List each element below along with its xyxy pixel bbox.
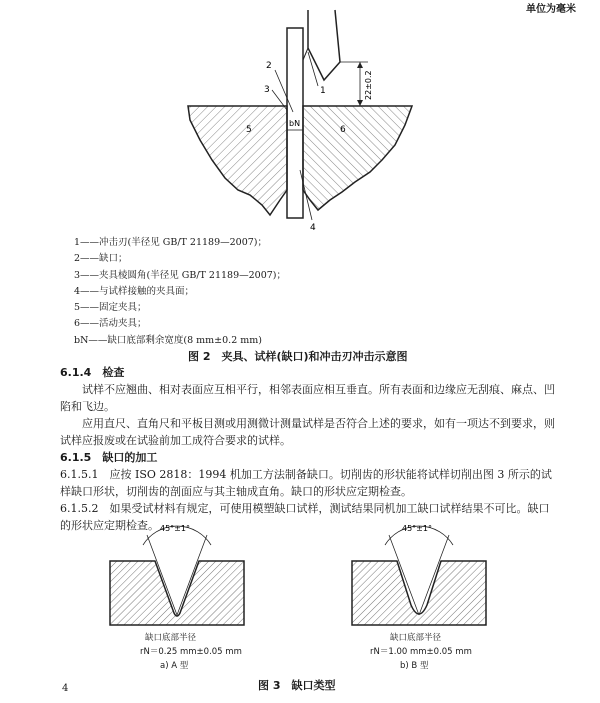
movable-clamp: [303, 106, 412, 210]
section-6-1-4: [60, 364, 560, 534]
legend-item: 5——固定夹具；: [74, 302, 147, 314]
fixed-clamp: [188, 106, 287, 215]
notch-a-specimen: [110, 561, 244, 625]
angle-b: 45°±1°: [402, 524, 432, 533]
angle-a: 45°±1°: [160, 524, 190, 533]
section-heading: 6.1.5 缺口的加工: [60, 451, 158, 464]
paragraph: 6.1.5.2 如果受试材料有规定，可使用模塑缺口试样，测试结果同机加工缺口试样结果不可比。缺口的形状应定期检查。: [60, 502, 550, 532]
paragraph: 应用直尺、直角尺和平板目测或用测微计测量试样是否符合上述的要求，如有一项达不到要求，则试样应报废或在试验前加工成符合要求的试样。: [60, 417, 555, 447]
legend-item: 1——冲击刃(半径见 GB/T 21189—2007)；: [74, 237, 268, 248]
radius-label-a: 缺口底部半径: [145, 633, 197, 643]
figure-3-caption: 图 3 缺口类型: [258, 679, 336, 692]
label-6: 6: [340, 125, 346, 135]
bn-label: bN: [289, 119, 301, 128]
radius-value-a: rN＝0.25 mm±0.05 mm: [140, 647, 242, 657]
label-2: 2: [266, 61, 272, 71]
radius-label-b: 缺口底部半径: [390, 633, 442, 643]
notch-b-specimen: [352, 561, 486, 625]
figure-2-caption: 图 2 夹具、试样(缺口)和冲击刃冲击示意图: [188, 350, 408, 363]
radius-value-b: rN＝1.00 mm±0.05 mm: [370, 647, 472, 657]
label-1: 1: [320, 86, 326, 96]
label-3: 3: [264, 85, 270, 95]
paragraph: 试样不应翘曲、相对表面应互相平行，相邻表面应相互垂直。所有表面和边缘应无刮痕、麻点、凹陷和飞边。: [60, 383, 555, 413]
label-4: 4: [310, 223, 316, 233]
subcaption-a: a) A 型: [160, 661, 189, 671]
page-number: 4: [62, 683, 69, 694]
legend-item: bN——缺口底部剩余宽度(8 mm±0.2 mm): [74, 334, 262, 346]
legend-item: 3——夹具棱圆角(半径见 GB/T 21189—2007)；: [74, 269, 287, 281]
dim-22: 22±0.2: [364, 70, 373, 100]
paragraph: 6.1.5.1 应按 ISO 2818：1994 机加工方法制备缺口。切削齿的形状能将试样切削出图 3 所示的试样缺口形状，切削齿的剖面应与其主轴成直角。缺口的形状应定期检查。: [60, 468, 552, 498]
unit-note: 单位为毫米: [526, 4, 576, 15]
figure-2-diagram: [0, 0, 600, 235]
subcaption-b: b) B 型: [400, 661, 429, 671]
legend-item: 2——缺口；: [74, 253, 128, 265]
section-heading: 6.1.4 检查: [60, 366, 125, 379]
legend-item: 6——活动夹具；: [74, 318, 147, 330]
legend-item: 4——与试样接触的夹具面；: [74, 285, 195, 297]
label-5: 5: [246, 125, 252, 135]
figure-2-legend: [74, 235, 286, 349]
figure-3-diagram: [0, 515, 600, 665]
